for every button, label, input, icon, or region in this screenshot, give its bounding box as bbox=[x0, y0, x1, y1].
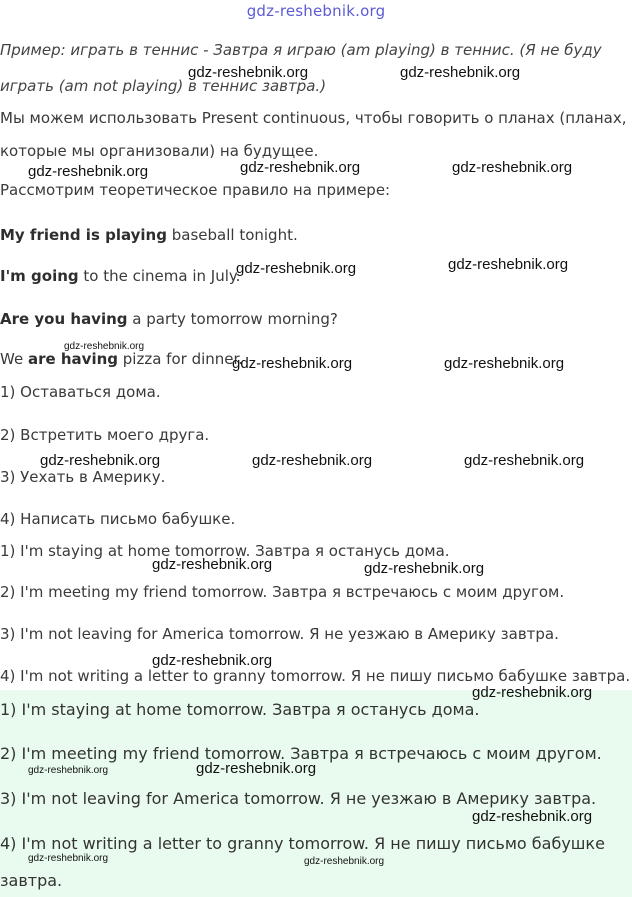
watermark: gdz-reshebnik.org bbox=[236, 260, 357, 277]
watermark: gdz-reshebnik.org bbox=[472, 808, 593, 825]
watermark: gdz-reshebnik.org bbox=[400, 64, 521, 81]
answer-4: 4) I'm not writing a letter to granny tomorrow. Я не пишу письмо бабушке завтра. bbox=[0, 667, 631, 685]
example-sentence-3: Are you having a party tomorrow morning? bbox=[0, 310, 338, 328]
task-4: 4) Написать письмо бабушке. bbox=[0, 510, 236, 528]
watermark: gdz-reshebnik.org bbox=[232, 355, 353, 372]
answer-3: 3) I'm not leaving for America tomorrow. Я не уезжаю в Америку завтра. bbox=[0, 625, 559, 643]
explanation-line-2: которые мы организовали) на будущее. bbox=[0, 142, 319, 160]
watermark: gdz-reshebnik.org bbox=[452, 159, 573, 176]
explanation-line-1: Мы можем использовать Present continuous, чтобы говорить о планах (планах, bbox=[0, 109, 627, 127]
example-sentence-2: I'm going to the cinema in July. bbox=[0, 267, 241, 285]
example-line-2: играть (am not playing) в теннис завтра.) bbox=[0, 77, 327, 95]
site-title[interactable]: gdz-reshebnik.org bbox=[246, 2, 386, 20]
rule-intro: Рассмотрим теоретическое правило на примере: bbox=[0, 181, 391, 199]
watermark: gdz-reshebnik.org bbox=[40, 452, 161, 469]
example-sentence-1: My friend is playing baseball tonight. bbox=[0, 226, 298, 244]
watermark: gdz-reshebnik.org bbox=[252, 452, 373, 469]
watermark: gdz-reshebnik.org bbox=[28, 853, 109, 864]
watermark: gdz-reshebnik.org bbox=[196, 760, 317, 777]
task-2: 2) Встретить моего друга. bbox=[0, 426, 210, 444]
watermark: gdz-reshebnik.org bbox=[152, 556, 273, 573]
watermark: gdz-reshebnik.org bbox=[188, 64, 309, 81]
watermark: gdz-reshebnik.org bbox=[472, 684, 593, 701]
answer-2: 2) I'm meeting my friend tomorrow. Завтра я встречаюсь с моим другом. bbox=[0, 583, 565, 601]
example-line-1: Пример: играть в теннис - Завтра я играю (am playing) в теннис. (Я не буду bbox=[0, 41, 602, 59]
watermark: gdz-reshebnik.org bbox=[28, 163, 149, 180]
task-1: 1) Оставаться дома. bbox=[0, 383, 161, 401]
box-answer-3: 3) I'm not leaving for America tomorrow. Я не уезжаю в Америку завтра. bbox=[0, 789, 597, 808]
box-answer-2: 2) I'm meeting my friend tomorrow. Завтра я встречаюсь с моим другом. bbox=[0, 744, 602, 763]
box-answer-1: 1) I'm staying at home tomorrow. Завтра я останусь дома. bbox=[0, 700, 480, 719]
watermark: gdz-reshebnik.org bbox=[240, 159, 361, 176]
watermark: gdz-reshebnik.org bbox=[28, 765, 109, 776]
watermark: gdz-reshebnik.org bbox=[464, 452, 585, 469]
box-answer-4-line-2: завтра. bbox=[0, 871, 63, 890]
box-answer-4-line-1: 4) I'm not writing a letter to granny tomorrow. Я не пишу письмо бабушке bbox=[0, 834, 605, 853]
task-3: 3) Уехать в Америку. bbox=[0, 468, 166, 486]
watermark: gdz-reshebnik.org bbox=[152, 652, 273, 669]
watermark: gdz-reshebnik.org bbox=[364, 560, 485, 577]
watermark: gdz-reshebnik.org bbox=[304, 856, 385, 867]
watermark: gdz-reshebnik.org bbox=[448, 256, 569, 273]
watermark: gdz-reshebnik.org bbox=[64, 341, 145, 352]
watermark: gdz-reshebnik.org bbox=[444, 355, 565, 372]
answer-1: 1) I'm staying at home tomorrow. Завтра я останусь дома. bbox=[0, 542, 450, 560]
example-sentence-4: We are having pizza for dinner. bbox=[0, 350, 244, 368]
